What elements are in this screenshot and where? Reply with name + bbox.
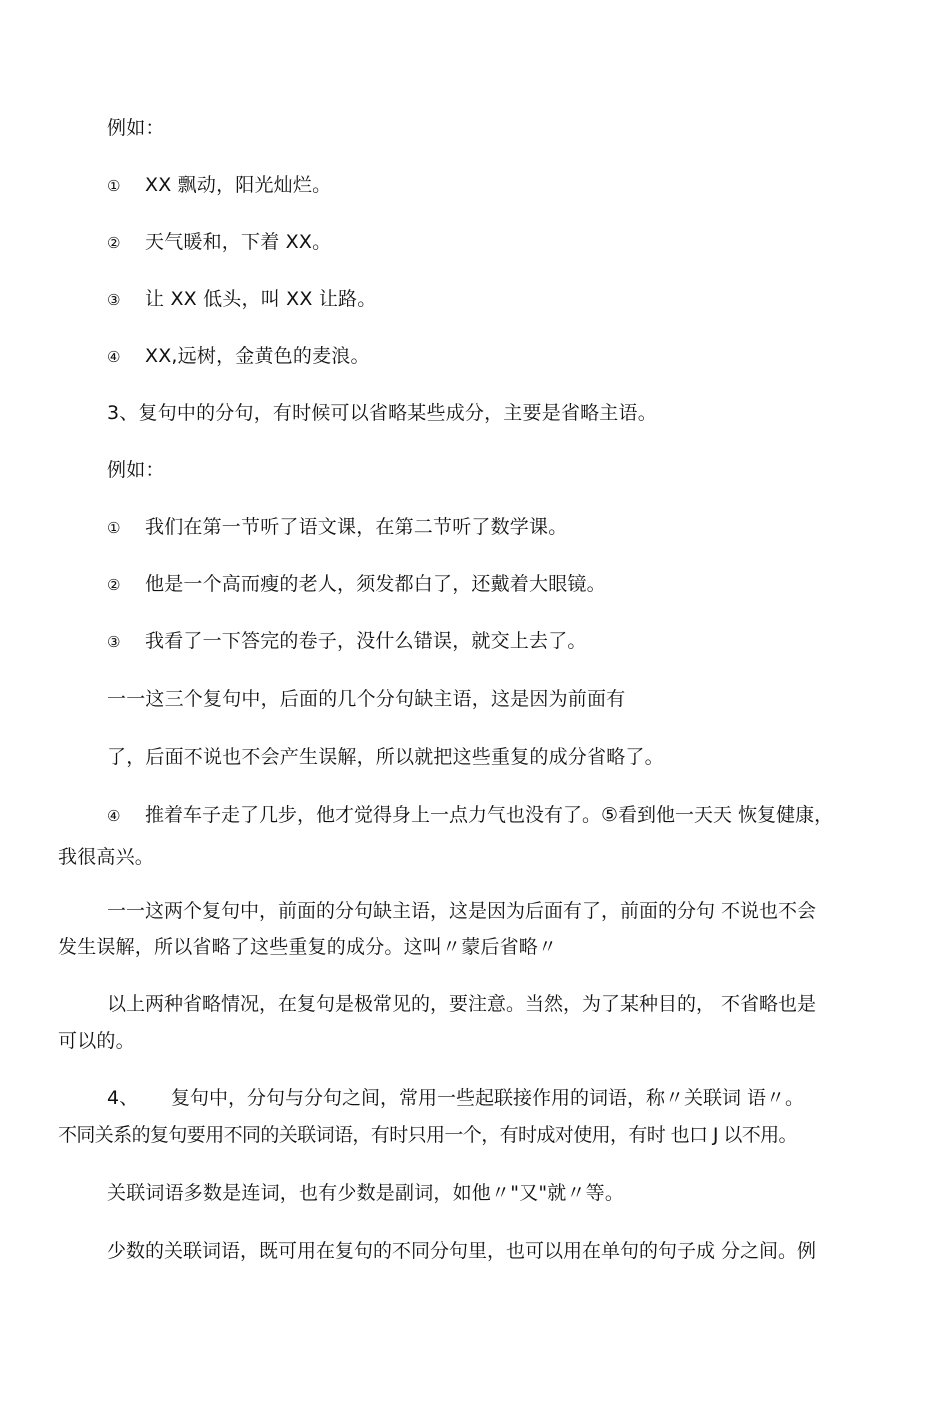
body-paragraph: 以上两种省略情况，在复句是极常见的，要注意。当然，为了某种目的， 不省略也是 <box>107 993 817 1015</box>
example-item: ① XX 飘动，阳光灿烂。 <box>107 172 331 199</box>
item-marker: ③ <box>107 291 121 309</box>
body-text: 可以的。 <box>58 1030 135 1052</box>
example-item: ② 他是一个高而瘦的老人，须发都白了，还戴着大眼镜。 <box>107 571 606 598</box>
example-item: ① 我们在第一节听了语文课，在第二节听了数学课。 <box>107 514 567 541</box>
example-item: ④ 推着车子走了几步，他才觉得身上一点力气也没有了。⑤看到他一天天 恢复健康， <box>107 802 833 829</box>
item-marker: ① <box>107 519 121 537</box>
item-marker: ④ <box>107 807 121 825</box>
body-text: 我很高兴。 <box>58 846 155 868</box>
section-3-heading: 3、复句中的分句，有时候可以省略某些成分，主要是省略主语。 <box>107 402 657 424</box>
example-label: 例如： <box>107 459 165 481</box>
item-marker: ② <box>107 234 121 252</box>
body-paragraph: 少数的关联词语，既可用在复句的不同分句里，也可以用在单句的句子成 分之间。例 <box>107 1240 817 1262</box>
example-label: 例如： <box>107 117 165 139</box>
item-marker: ① <box>107 177 121 195</box>
body-text: 发生误解，所以省略了这些重复的成分。这叫〃蒙后省略〃 <box>58 936 558 958</box>
explanation-paragraph: 了，后面不说也不会产生误解，所以就把这些重复的成分省略了。 <box>107 746 664 768</box>
explanation-paragraph: 一一这三个复句中，后面的几个分句缺主语，这是因为前面有 <box>107 688 626 710</box>
example-item: ③ 我看了一下答完的卷子，没什么错误，就交上去了。 <box>107 628 587 655</box>
example-item: ④ XX,远树，金黄色的麦浪。 <box>107 343 370 370</box>
example-item: ③ 让 XX 低头，叫 XX 让路。 <box>107 286 376 313</box>
body-text: 不同关系的复句要用不同的关联词语，有时只用一个，有时成对使用，有时 也口 J 以不用。 <box>58 1124 797 1146</box>
explanation-paragraph: 一一这两个复句中，前面的分句缺主语，这是因为后面有了，前面的分句 不说也不会 <box>107 900 817 922</box>
section-4-heading: 复句中，分句与分句之间，常用一些起联接作用的词语，称〃关联词 语〃。 <box>171 1087 805 1109</box>
item-marker: ② <box>107 576 121 594</box>
item-marker: ④ <box>107 348 121 366</box>
body-paragraph: 关联词语多数是连词，也有少数是副词，如他〃"又"就〃等。 <box>107 1182 625 1204</box>
example-item: ② 天气暖和，下着 XX。 <box>107 229 331 256</box>
section-4-number: 4、 <box>107 1087 139 1109</box>
item-marker: ③ <box>107 633 121 651</box>
